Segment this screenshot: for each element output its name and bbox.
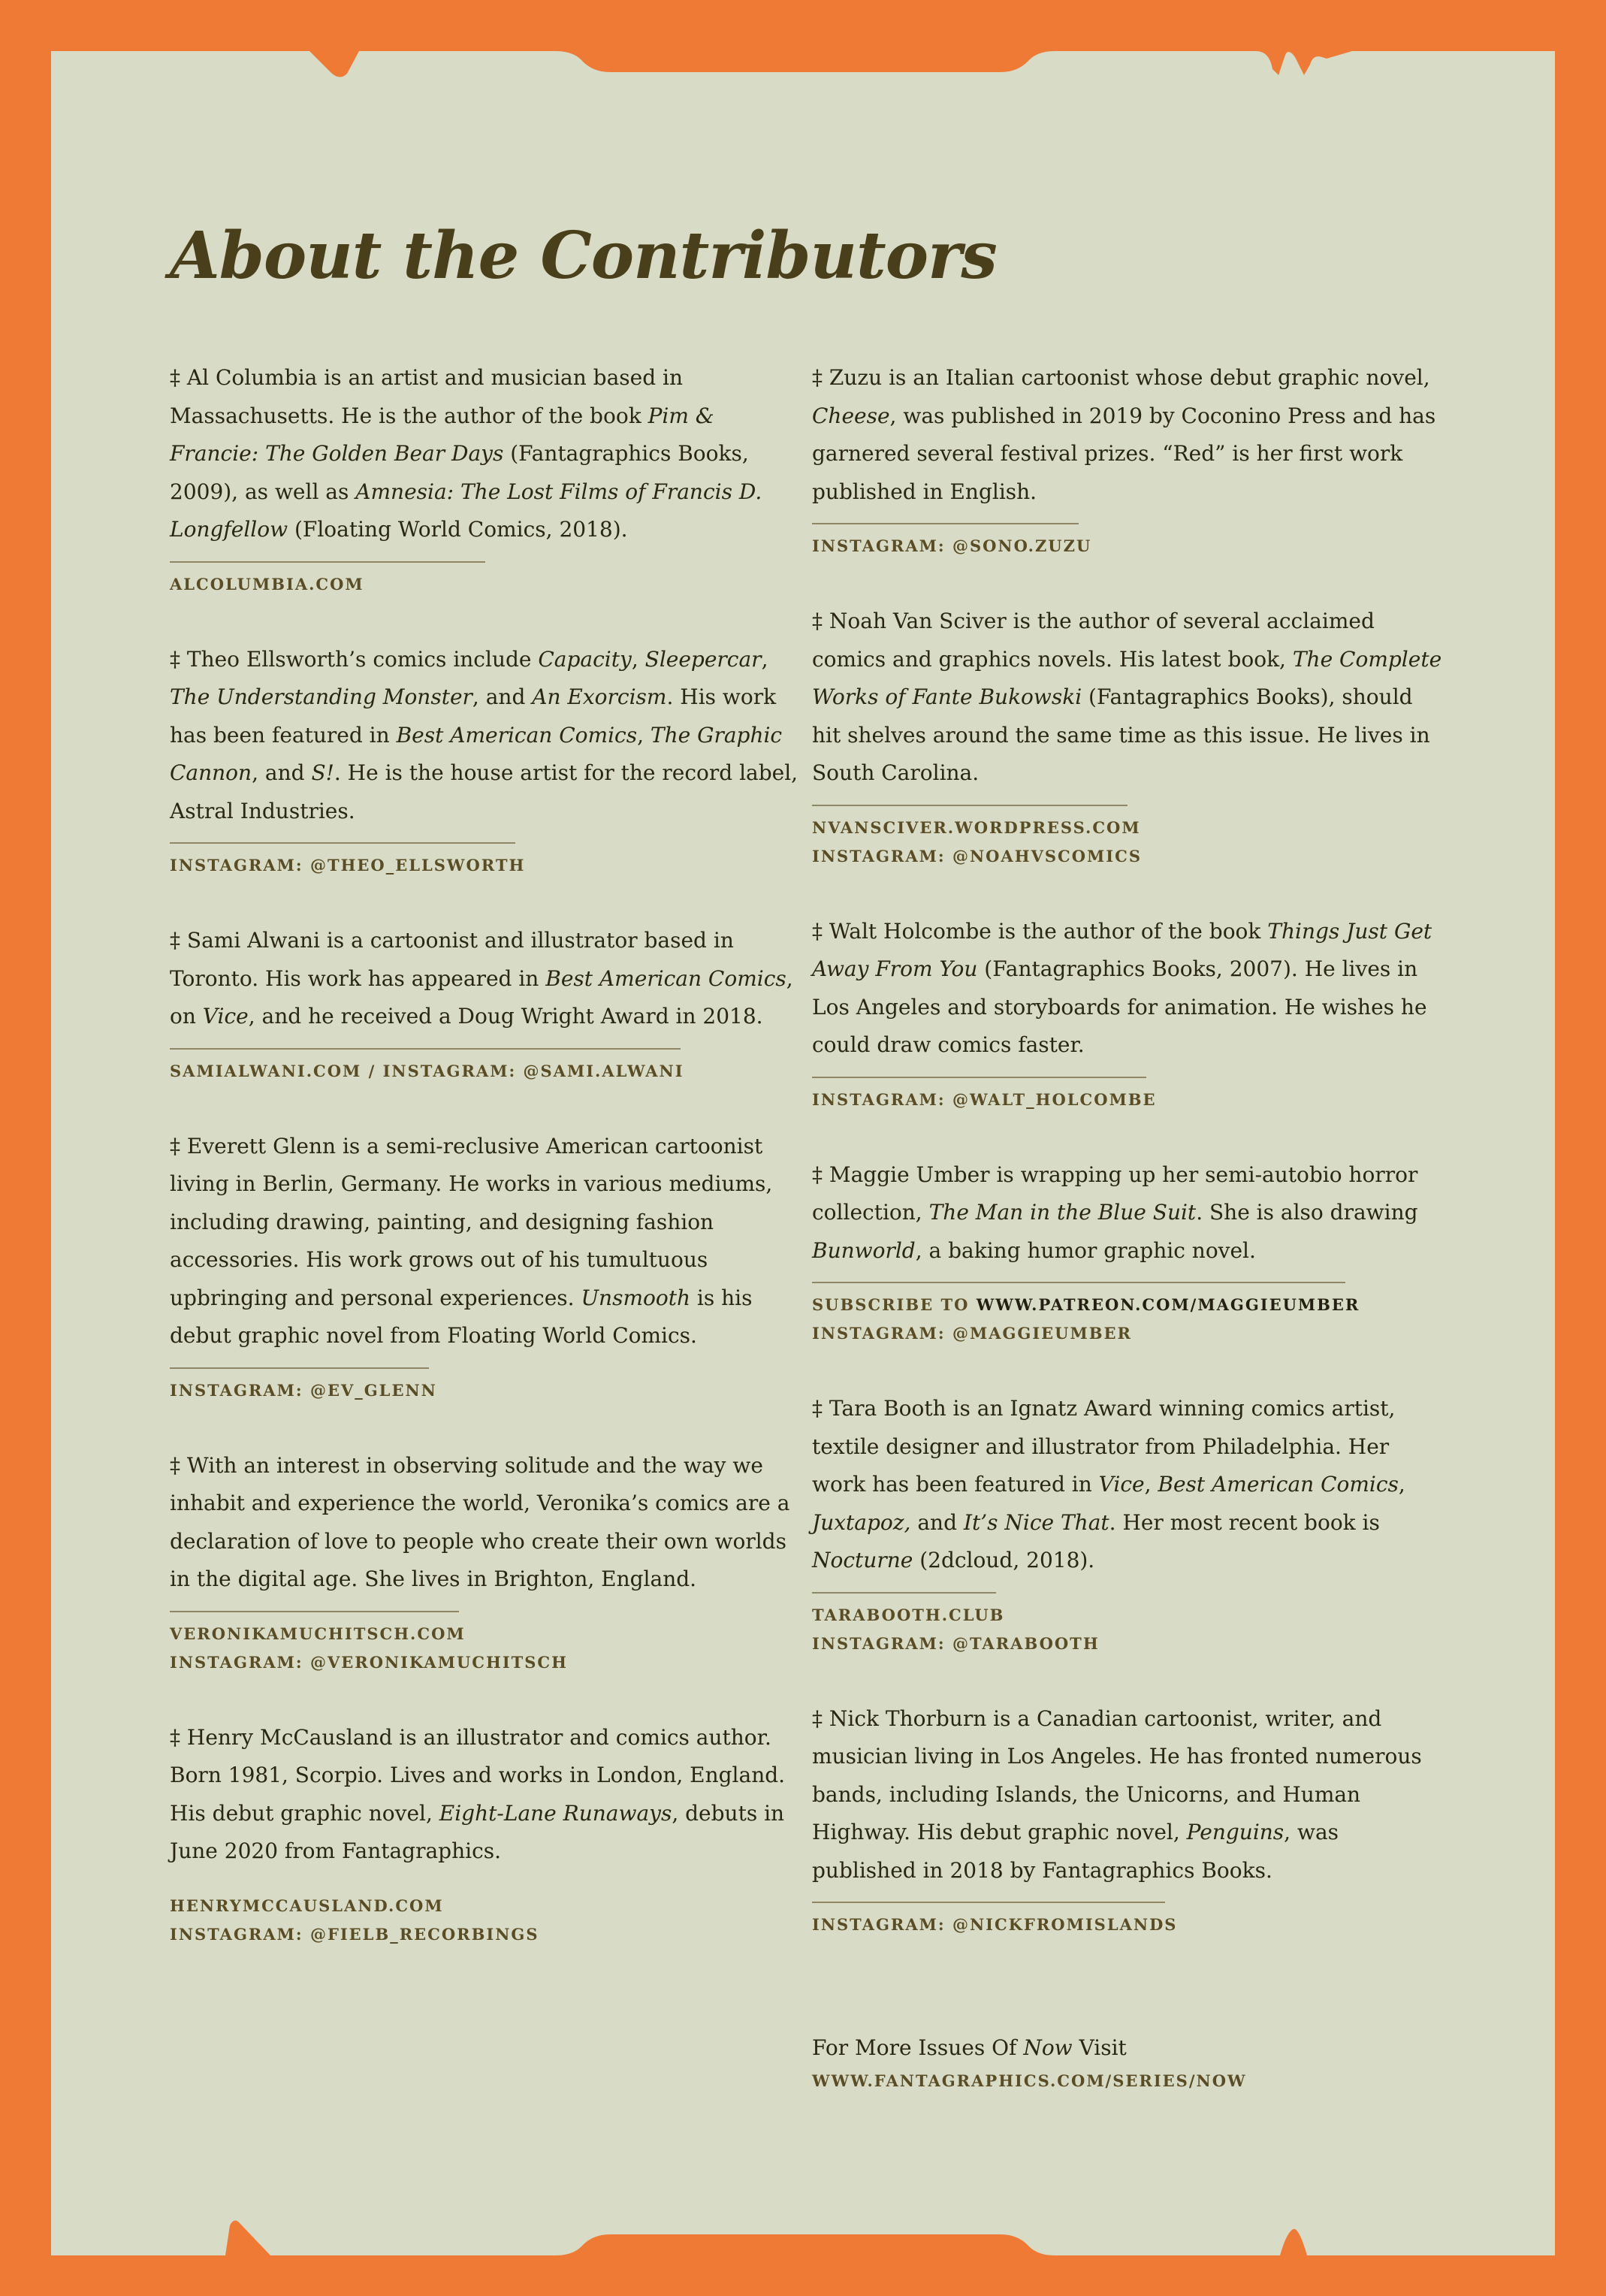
contributor-bio bbox=[812, 603, 1443, 793]
contributor-bio bbox=[170, 1128, 801, 1355]
text-run: INSTAGRAM: @THEO_ELLSWORTH bbox=[170, 856, 526, 875]
contributor-link[interactable] bbox=[812, 1319, 1443, 1348]
text-run: ‡ Sami Alwani is a cartoonist and illustrator based in Toronto. His work has appeared in bbox=[170, 928, 734, 991]
text-run: HENRYMCCAUSLAND.COM bbox=[170, 1896, 444, 1915]
right-column bbox=[812, 359, 1443, 2095]
italic-title: Things Just Get Away From You bbox=[812, 918, 1432, 981]
contributor-bio bbox=[812, 913, 1443, 1065]
divider bbox=[812, 1077, 1146, 1078]
contributor-entry bbox=[170, 922, 801, 1086]
text-run: and bbox=[910, 1509, 964, 1535]
text-run: VERONIKAMUCHITSCH.COM bbox=[170, 1624, 466, 1643]
text-run: ‡ Maggie Umber is wrapping up her semi-autobio horror collection, bbox=[812, 1162, 1418, 1225]
text-run: . He is the house artist for the record label, Astral Industries. bbox=[170, 760, 798, 823]
contributor-link[interactable] bbox=[170, 1920, 801, 1949]
text-run: , a baking humor graphic novel. bbox=[915, 1237, 1256, 1263]
contributor-bio bbox=[812, 1156, 1443, 1270]
contributor-entry bbox=[812, 603, 1443, 871]
contributor-bio bbox=[170, 641, 801, 831]
italic-title: Unsmooth bbox=[581, 1285, 691, 1310]
italic-title: Bunworld bbox=[812, 1237, 916, 1263]
text-run: . Her most recent book is bbox=[1109, 1509, 1380, 1535]
text-run: ALCOLUMBIA.COM bbox=[170, 574, 364, 594]
text-run: , was published in 2019 by Coconino Press and has garnered several festival prizes. “Red” is her first work published in English. bbox=[812, 403, 1436, 504]
contributor-entry bbox=[812, 1156, 1443, 1349]
contributor-bio bbox=[812, 359, 1443, 511]
contributor-link[interactable] bbox=[170, 1648, 801, 1677]
contributor-bio bbox=[812, 1390, 1443, 1580]
text-run: (Fantagraphics Books, 2007). He lives in Los Angeles and storyboards for animation. He wishes he could draw comics faster. bbox=[812, 956, 1427, 1057]
text-run: TARABOOTH.CLUB bbox=[812, 1605, 1005, 1624]
text-run: ‡ Tara Booth is an Ignatz Award winning comics artist, textile designer and illustrator from Philadelphia. Her work has been featured in bbox=[812, 1396, 1396, 1497]
text-run: , was published in 2018 by Fantagraphics Books. bbox=[812, 1820, 1339, 1883]
contributor-entry bbox=[170, 1719, 801, 1949]
divider bbox=[812, 1592, 996, 1594]
divider bbox=[170, 1048, 681, 1050]
contributor-entry bbox=[170, 641, 801, 881]
italic-title: Capacity bbox=[538, 646, 632, 672]
text-run: INSTAGRAM: @TARABOOTH bbox=[812, 1633, 1100, 1653]
text-run: SAMIALWANI.COM / INSTAGRAM: @SAMI.ALWANI bbox=[170, 1061, 684, 1080]
text-run: INSTAGRAM: @WALT_HOLCOMBE bbox=[812, 1089, 1157, 1109]
text-run: , and bbox=[472, 684, 533, 709]
text-run: INSTAGRAM: @SONO.ZUZU bbox=[812, 536, 1092, 555]
text-run: , and bbox=[252, 760, 312, 785]
text-run: (Fantagraphics Books), should hit shelves around the same time as this issue. He lives in South Carolina. bbox=[812, 684, 1430, 785]
contributor-link[interactable] bbox=[812, 842, 1443, 871]
text-run: (2dcloud, 2018). bbox=[913, 1548, 1095, 1572]
contributor-entry bbox=[812, 1390, 1443, 1658]
divider bbox=[812, 805, 1128, 806]
text-run: SUBSCRIBE TO bbox=[812, 1295, 977, 1314]
italic-title: Sleepercar bbox=[645, 646, 762, 672]
text-run: ‡ Everett Glenn is a semi-reclusive American cartoonist living in Berlin, Germany. He works in various mediums, including drawing, painting, and designing fashion accessories. His work grows out of his tumultuous upbringing and personal experiences. bbox=[170, 1133, 773, 1310]
text-run: , bbox=[761, 646, 768, 672]
italic-title: The Man in the Blue Suit bbox=[928, 1200, 1197, 1225]
text-run: ‡ Al Columbia is an artist and musician based in Massachusetts. He is the author of the book bbox=[170, 365, 684, 428]
text-run: ‡ Walt Holcombe is the author of the book bbox=[812, 918, 1268, 944]
italic-title: Nocturne bbox=[812, 1548, 913, 1572]
contributor-link[interactable] bbox=[170, 851, 801, 880]
text-run: ‡ Nick Thorburn is a Canadian cartoonist, writer, and musician living in Los Angeles. He has fronted numerous bands, including Islands, the Unicorns, and Human Highway. His debut graphic novel, bbox=[812, 1705, 1422, 1844]
text-run: INSTAGRAM: @EV_GLENN bbox=[170, 1380, 437, 1400]
text-run: , and he received a Doug Wright Award in 2018. bbox=[248, 1004, 763, 1029]
text-run: . His work has been featured in bbox=[170, 684, 777, 748]
left-column bbox=[170, 359, 801, 1991]
text-run: (Fantagraphics Books, 2009), as well as bbox=[170, 441, 749, 504]
text-run: is his debut graphic novel from Floating World Comics. bbox=[170, 1285, 753, 1348]
text-run: , bbox=[1144, 1472, 1158, 1497]
text-run: INSTAGRAM: @NOAHVSCOMICS bbox=[812, 846, 1142, 866]
italic-title: S! bbox=[311, 760, 334, 785]
contributor-link[interactable] bbox=[170, 570, 801, 599]
italic-title: Vice bbox=[1098, 1472, 1145, 1497]
visit-text bbox=[812, 2029, 1443, 2067]
text-run: INSTAGRAM: @MAGGIEUMBER bbox=[812, 1324, 1132, 1343]
text-run: INSTAGRAM: @FIELB_RECORBINGS bbox=[170, 1924, 539, 1944]
contributor-link[interactable] bbox=[170, 1620, 801, 1648]
fantagraphics-link[interactable]: WWW.FANTAGRAPHICS.COM/SERIES/NOW bbox=[812, 2071, 1247, 2090]
italic-title: The Graphic Cannon bbox=[170, 722, 783, 785]
divider bbox=[812, 1902, 1165, 1903]
divider bbox=[170, 842, 515, 844]
italic-title: Best American Comics bbox=[1158, 1472, 1399, 1497]
text-run: NVANSCIVER.WORDPRESS.COM bbox=[812, 817, 1141, 837]
contributor-entry bbox=[170, 359, 801, 599]
italic-title: An Exorcism bbox=[532, 684, 667, 709]
divider bbox=[170, 1611, 459, 1612]
text-run: ‡ Zuzu is an Italian cartoonist whose debut graphic novel, bbox=[812, 365, 1430, 390]
text-run: For More Issues Of bbox=[812, 2035, 1024, 2060]
text-run: ‡ Noah Van Sciver is the author of several acclaimed comics and graphics novels. His latest book, bbox=[812, 609, 1375, 672]
text-run: Visit bbox=[1072, 2035, 1127, 2060]
text-run: ‡ Henry McCausland is an illustrator and comics author. Born 1981, Scorpio. Lives and works in London, England. His debut graphic novel, bbox=[170, 1724, 786, 1826]
contributor-link[interactable] bbox=[170, 1057, 801, 1086]
contributor-link[interactable] bbox=[812, 532, 1443, 560]
italic-title: Vice bbox=[202, 1004, 249, 1029]
text-run: , bbox=[1398, 1472, 1405, 1497]
italic-title: The Understanding Monster bbox=[170, 684, 472, 709]
text-run: . She is also drawing bbox=[1196, 1200, 1418, 1225]
text-run: , on bbox=[170, 965, 793, 1029]
contributor-link[interactable] bbox=[812, 1911, 1443, 1939]
text-run: , bbox=[637, 722, 651, 748]
text-run: ‡ Theo Ellsworth’s comics include bbox=[170, 646, 539, 672]
italic-title: It’s Nice That bbox=[963, 1509, 1109, 1535]
contributor-bio bbox=[812, 1700, 1443, 1890]
italic-title: Pim & Francie: The Golden Bear Days bbox=[170, 403, 714, 466]
divider bbox=[170, 1367, 429, 1369]
visit-block bbox=[812, 2029, 1443, 2095]
italic-title: Cheese bbox=[812, 403, 890, 428]
contributor-entry bbox=[812, 359, 1443, 560]
contributor-entry bbox=[812, 913, 1443, 1114]
italic-title: The Complete Works of Fante Bukowski bbox=[812, 646, 1442, 709]
text-run: (Floating World Comics, 2018). bbox=[288, 517, 628, 542]
contributor-bio bbox=[170, 1719, 801, 1871]
italic-title: Eight-Lane Runaways bbox=[439, 1800, 672, 1826]
contributor-link[interactable] bbox=[812, 1601, 1443, 1630]
contributor-link[interactable] bbox=[170, 1376, 801, 1405]
contributor-link[interactable] bbox=[170, 1892, 801, 1920]
italic-title: Now bbox=[1023, 2035, 1073, 2060]
italic-title: Juxtapoz, bbox=[812, 1509, 911, 1535]
divider bbox=[170, 1883, 801, 1884]
divider bbox=[812, 523, 1079, 524]
contributor-bio bbox=[170, 1447, 801, 1599]
contributor-entry bbox=[170, 1128, 801, 1405]
page-title: About the Contributors bbox=[170, 218, 997, 294]
contributor-link[interactable] bbox=[812, 1291, 1443, 1319]
divider bbox=[170, 561, 485, 563]
divider bbox=[812, 1282, 1345, 1283]
contributor-link[interactable] bbox=[812, 1086, 1443, 1114]
italic-title: Amnesia: The Lost Films of Francis D. Longfellow bbox=[170, 479, 762, 542]
contributor-link[interactable] bbox=[812, 814, 1443, 842]
italic-title: Best American Comics bbox=[396, 722, 638, 748]
link-url[interactable]: WWW.PATREON.COM/MAGGIEUMBER bbox=[976, 1295, 1360, 1314]
italic-title: Best American Comics bbox=[545, 965, 786, 991]
contributor-entry bbox=[170, 1447, 801, 1677]
contributor-bio bbox=[170, 359, 801, 549]
text-run: INSTAGRAM: @NICKFROMISLANDS bbox=[812, 1915, 1178, 1934]
contributor-link[interactable] bbox=[812, 1630, 1443, 1658]
text-run: , bbox=[631, 646, 645, 672]
text-run: INSTAGRAM: @VERONIKAMUCHITSCH bbox=[170, 1652, 568, 1672]
text-run: , debuts in June 2020 from Fantagraphics. bbox=[170, 1800, 785, 1863]
italic-title: Penguins bbox=[1186, 1820, 1284, 1844]
contributor-bio bbox=[170, 922, 801, 1036]
text-run: ‡ With an interest in observing solitude and the way we inhabit and experience the world, Veronika’s comics are a declaration of love to people who create their own worlds in the digital age. She lives in Brighton, England. bbox=[170, 1452, 790, 1591]
contributor-entry bbox=[812, 1700, 1443, 1940]
